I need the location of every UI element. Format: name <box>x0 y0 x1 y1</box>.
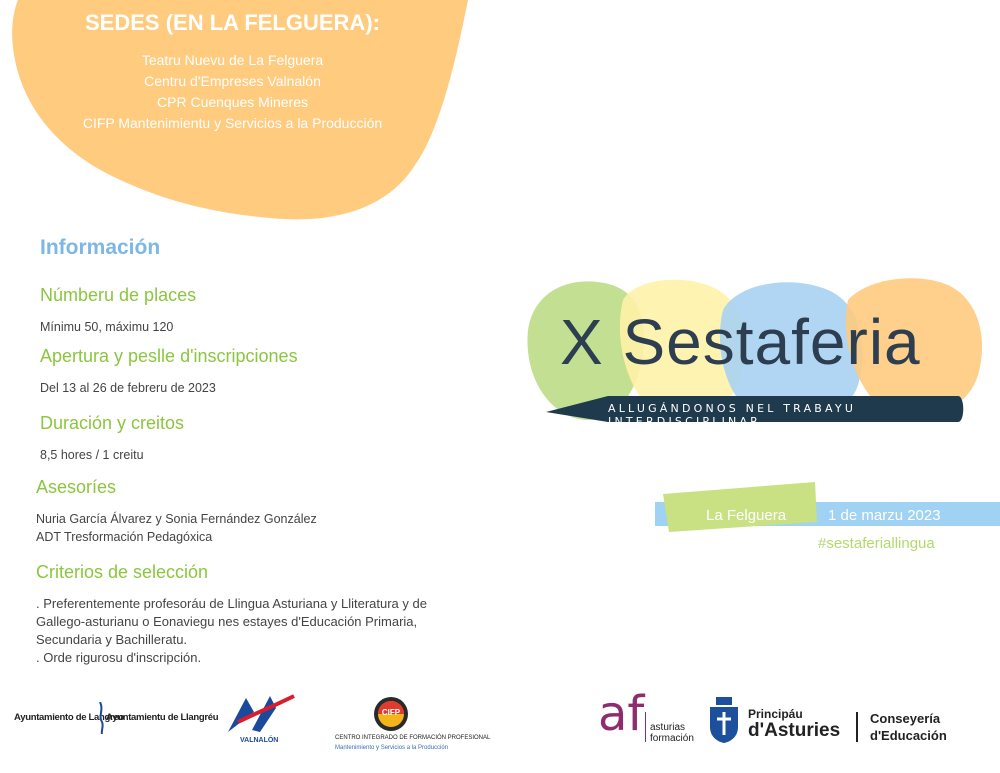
asturias-shield-icon <box>708 697 740 743</box>
asesories-unit: ADT Tresformación Pedagóxica <box>36 530 213 544</box>
conseyeria-divider <box>856 712 858 742</box>
duracion-heading: Duración y creitos <box>40 413 185 433</box>
places-heading: Númberu de places <box>40 285 197 305</box>
langreo-logo-right: Ayuntamientu de Llangréu <box>106 712 219 723</box>
conseyeria-logo <box>870 710 947 744</box>
duracion-text: 8,5 hores / 1 creitu <box>40 448 144 462</box>
criterios-line: Secundaria y Bachilleratu. <box>36 632 188 647</box>
venue-item: CPR Cuenques Mineres <box>157 94 308 110</box>
apertura-heading: Apertura y peslle d'inscripciones <box>40 346 298 366</box>
asesories-heading: Asesoríes <box>36 477 117 497</box>
langreo-logo-left: Ayuntamiento de Langreo <box>14 712 124 723</box>
af-logo-text <box>650 722 694 744</box>
valnalon-label: VALNALÓN <box>240 737 279 744</box>
criterios-line: Gallego-asturianu o Eonaviegu nes estayes d'Educación Primaria, <box>36 614 418 629</box>
places-text: Mínimu 50, máximu 120 <box>40 320 174 334</box>
venue-item: Teatru Nuevu de La Felguera <box>141 52 324 68</box>
conseyeria-line-1: Conseyería <box>870 711 941 726</box>
event-tagline: ALLUGÁNDONOS NEL TRABAYU INTERDISCIPLINAR <box>608 402 857 428</box>
event-hashtag: #sestaferiallingua <box>818 535 935 552</box>
cifp-badge-label: CIFP <box>381 708 401 717</box>
criterios-line: . Preferentemente profesoráu de Llingua Asturiana y Lliteratura y de <box>36 596 427 611</box>
criterios-heading: Criterios de selección <box>36 562 209 582</box>
cifp-line-1: CENTRO INTEGRADO DE FORMACIÓN PROFESIONAL <box>335 735 491 741</box>
asesories-names: Nuria García Álvarez y Sonia Fernández González <box>36 512 317 526</box>
principau-line-2: d'Asturies <box>748 720 841 741</box>
af-divider <box>645 712 646 742</box>
af-line-1: asturias <box>650 722 686 733</box>
venue-item: Centru d'Empreses Valnalón <box>144 73 321 89</box>
sedes-venue-list <box>0 50 465 134</box>
sedes-title: SEDES (EN LA FELGUERA): <box>85 10 380 35</box>
venue-item: CIFP Mantenimientu y Servicios a la Producción <box>82 115 383 131</box>
conseyeria-line-2: d'Educación <box>870 728 947 743</box>
af-line-2: formación <box>650 733 694 744</box>
cifp-line-2: Mantenimiento y Servicios a la Producción <box>335 745 449 751</box>
apertura-text: Del 13 al 26 de febreru de 2023 <box>40 381 216 395</box>
valnalon-logo-icon <box>224 692 296 736</box>
event-date: 1 de marzu 2023 <box>828 507 941 524</box>
langreo-divider-icon <box>98 702 106 734</box>
event-place: La Felguera <box>706 507 787 524</box>
criterios-text <box>36 595 486 667</box>
criterios-line: . Orde rigurosu d'inscripción. <box>36 650 202 665</box>
event-title: X Sestaferia <box>560 306 921 378</box>
info-heading: Información <box>40 236 161 259</box>
principau-line-1: Principáu <box>748 707 803 721</box>
af-logo-mark: af <box>598 686 645 742</box>
